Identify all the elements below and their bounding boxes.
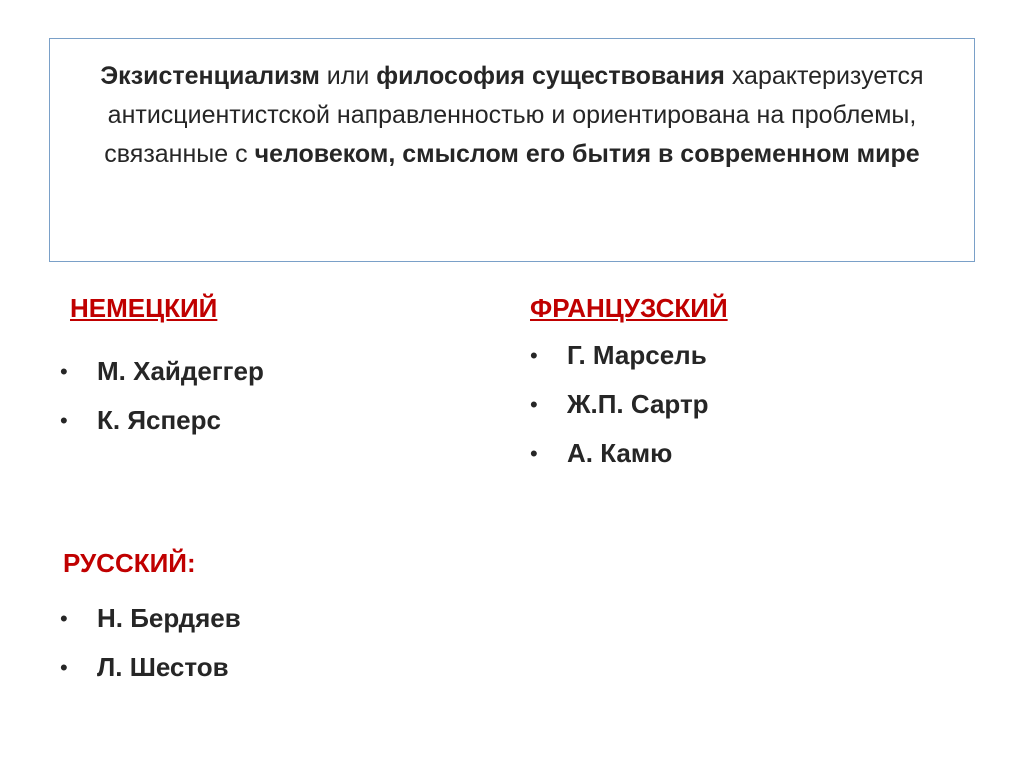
intro-term-philosophy-of-existence: философия существования xyxy=(376,62,725,90)
bullet-icon: • xyxy=(60,606,68,631)
heading-russian: РУССКИЙ: xyxy=(63,548,196,578)
list-item xyxy=(60,396,264,445)
list-item-label: Н. Бердяев xyxy=(97,603,241,633)
bullet-icon: • xyxy=(530,343,538,368)
bullet-icon: • xyxy=(60,408,68,433)
bullet-icon: • xyxy=(60,655,68,680)
list-item xyxy=(530,331,709,380)
list-item-label: М. Хайдеггер xyxy=(97,356,264,386)
heading-french: ФРАНЦУЗСКИЙ xyxy=(530,293,728,323)
list-item-label: Ж.П. Сартр xyxy=(567,389,709,419)
list-french xyxy=(530,331,709,478)
intro-text-connector: или xyxy=(319,62,377,90)
list-german xyxy=(60,347,264,445)
list-item-label: Л. Шестов xyxy=(97,652,229,682)
list-item xyxy=(530,429,709,478)
intro-term-existentialism: Экзистенциализм xyxy=(100,62,320,90)
list-item-label: К. Ясперс xyxy=(97,405,221,435)
list-item xyxy=(60,643,241,692)
list-item xyxy=(60,594,241,643)
list-item xyxy=(530,380,709,429)
list-russian xyxy=(60,594,241,692)
bullet-icon: • xyxy=(60,359,68,384)
list-item-label: А. Камю xyxy=(567,438,673,468)
bullet-icon: • xyxy=(530,441,538,466)
list-item-label: Г. Марсель xyxy=(567,340,707,370)
intro-text-description: характеризуется антисциентистской направленностью и ориентирована на проблемы, связанные с xyxy=(104,62,924,168)
intro-text-box xyxy=(49,38,975,262)
bullet-icon: • xyxy=(530,392,538,417)
list-item xyxy=(60,347,264,396)
intro-term-human: человеком, смыслом его бытия в современном мире xyxy=(254,140,920,168)
heading-german: НЕМЕЦКИЙ xyxy=(70,293,218,323)
